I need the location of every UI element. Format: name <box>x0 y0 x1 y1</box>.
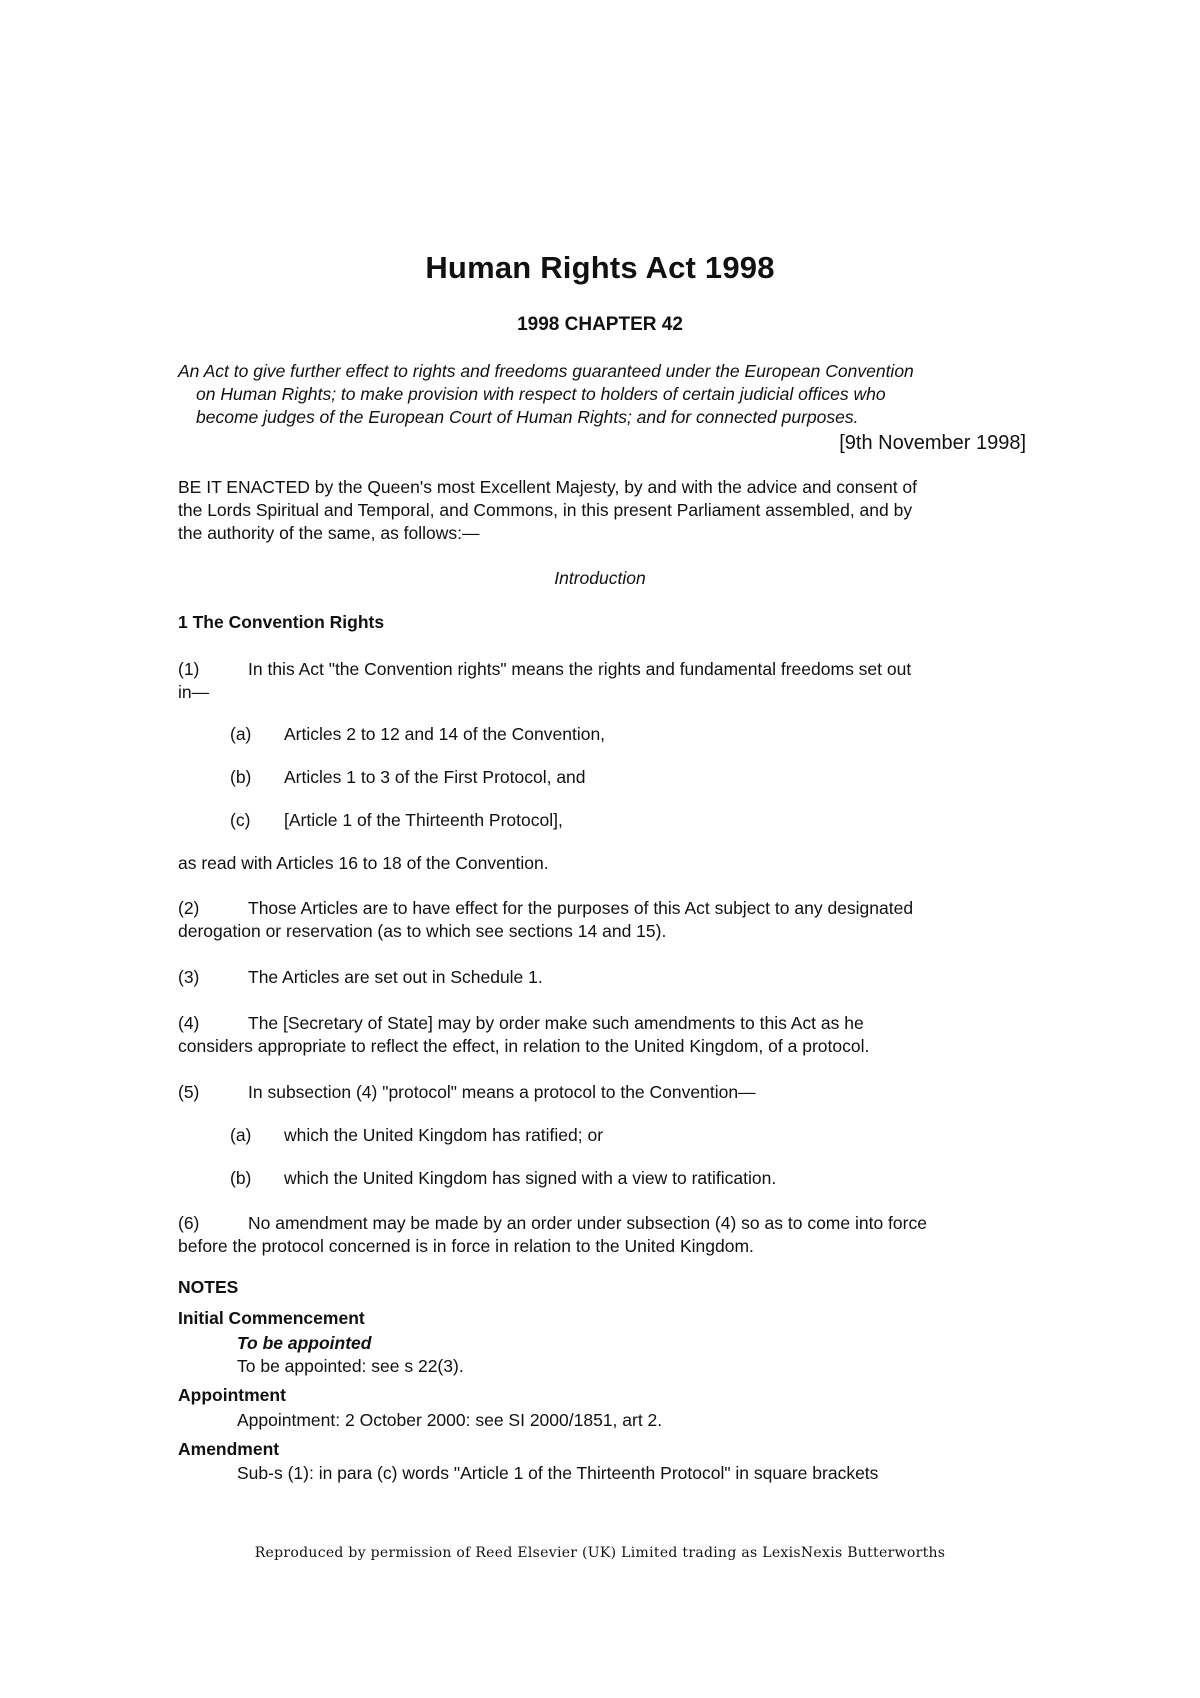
subsection-number: (2) <box>178 898 200 918</box>
long-title <box>178 360 1038 429</box>
subsection-text: In subsection (4) "protocol" means a protocol to the Convention— <box>248 1082 756 1102</box>
enacting-line: the Lords Spiritual and Temporal, and Commons, in this present Parliament assembled, and by <box>178 500 913 520</box>
note-subheading: To be appointed <box>237 1333 372 1353</box>
subsection-text: derogation or reservation (as to which see sections 14 and 15). <box>178 921 667 941</box>
paragraph-number: (c) <box>230 810 251 830</box>
paragraph-text: [Article 1 of the Thirteenth Protocol], <box>284 810 563 830</box>
subsection-text: The [Secretary of State] may by order make such amendments to this Act as he <box>248 1013 864 1033</box>
subsection-number: (6) <box>178 1213 200 1233</box>
paragraph-a <box>230 1124 603 1147</box>
page-footer: Reproduced by permission of Reed Elsevier (UK) Limited trading as LexisNexis Butterworths <box>254 1545 946 1561</box>
chapter-number: 1998 CHAPTER 42 <box>517 314 683 335</box>
paragraph-a <box>230 723 605 746</box>
long-title-line: An Act to give further effect to rights and freedoms guaranteed under the European Convention <box>178 361 914 381</box>
note-heading-initial-commencement: Initial Commencement <box>178 1308 365 1328</box>
part-heading: Introduction <box>554 568 646 588</box>
subsection-3 <box>178 966 543 989</box>
subsection-number: (1) <box>178 659 200 679</box>
long-title-line: become judges of the European Court of Human Rights; and for connected purposes. <box>196 407 859 427</box>
enacting-line: BE IT ENACTED by the Queen's most Excellent Majesty, by and with the advice and consent of <box>178 477 918 497</box>
note-text: To be appointed: see s 22(3). <box>237 1356 464 1376</box>
subsection-2 <box>178 897 913 943</box>
subsection-text: No amendment may be made by an order under subsection (4) so as to come into force <box>248 1213 927 1233</box>
subsection-1-tail: as read with Articles 16 to 18 of the Convention. <box>178 853 549 873</box>
note-heading-appointment: Appointment <box>178 1385 286 1405</box>
paragraph-b <box>230 1167 776 1190</box>
paragraph-number: (a) <box>230 1125 252 1145</box>
subsection-text: Those Articles are to have effect for the purposes of this Act subject to any designated <box>248 898 914 918</box>
enacting-formula <box>178 476 917 545</box>
subsection-text: The Articles are set out in Schedule 1. <box>248 967 543 987</box>
subsection-text: in— <box>178 682 210 702</box>
paragraph-number: (b) <box>230 1168 252 1188</box>
paragraph-text: Articles 1 to 3 of the First Protocol, and <box>284 767 586 787</box>
subsection-5 <box>178 1081 756 1104</box>
long-title-line: on Human Rights; to make provision with respect to holders of certain judicial offices who <box>196 384 886 404</box>
subsection-number: (5) <box>178 1082 200 1102</box>
note-heading-amendment: Amendment <box>178 1439 280 1459</box>
paragraph-text: which the United Kingdom has ratified; or <box>284 1125 604 1145</box>
section-heading: 1 The Convention Rights <box>178 612 385 632</box>
notes-title: NOTES <box>178 1277 239 1297</box>
paragraph-c <box>230 809 563 832</box>
subsection-4 <box>178 1012 869 1058</box>
subsection-number: (4) <box>178 1013 200 1033</box>
note-text: Appointment: 2 October 2000: see SI 2000/1851, art 2. <box>237 1410 663 1430</box>
subsection-1 <box>178 658 911 704</box>
paragraph-b <box>230 766 586 789</box>
subsection-6 <box>178 1212 927 1258</box>
enacting-line: the authority of the same, as follows:— <box>178 523 480 543</box>
subsection-text: considers appropriate to reflect the effect, in relation to the United Kingdom, of a protocol. <box>178 1036 870 1056</box>
note-text: Sub-s (1): in para (c) words "Article 1 of the Thirteenth Protocol" in square brackets <box>237 1463 879 1483</box>
paragraph-number: (a) <box>230 724 252 744</box>
subsection-number: (3) <box>178 967 200 987</box>
subsection-text: In this Act "the Convention rights" means the rights and fundamental freedoms set out <box>248 659 912 679</box>
subsection-text: before the protocol concerned is in force in relation to the United Kingdom. <box>178 1236 754 1256</box>
document-title: Human Rights Act 1998 <box>425 250 775 285</box>
paragraph-text: which the United Kingdom has signed with a view to ratification. <box>284 1168 777 1188</box>
royal-assent-date: [9th November 1998] <box>839 432 1026 454</box>
paragraph-number: (b) <box>230 767 252 787</box>
paragraph-text: Articles 2 to 12 and 14 of the Convention, <box>284 724 606 744</box>
